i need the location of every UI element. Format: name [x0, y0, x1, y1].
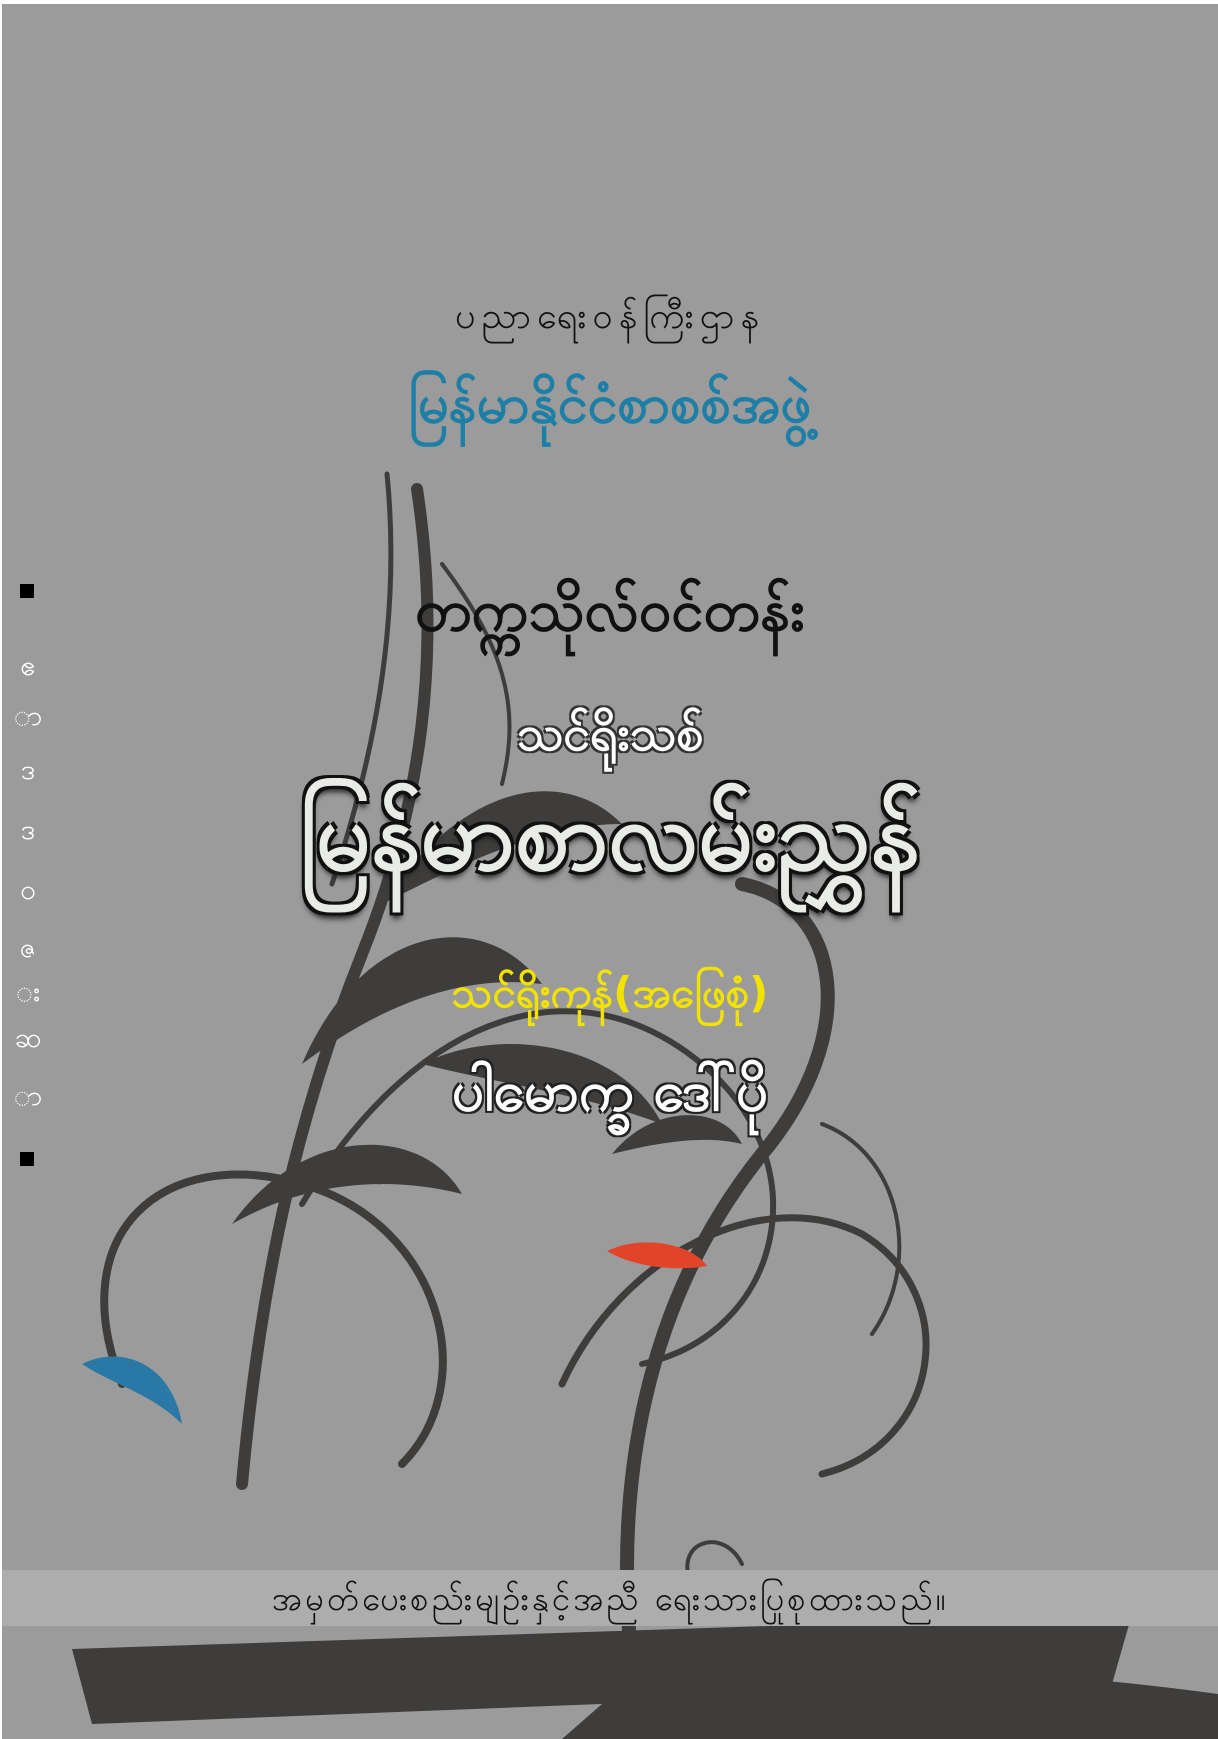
- spine-letter: ာ: [13, 1079, 43, 1112]
- spine-letter: ဆ: [14, 1021, 42, 1054]
- new-syllabus-label: သင်ရိုးသစ်: [516, 706, 704, 762]
- spine-letter: ဧ: [20, 649, 36, 682]
- book-cover: [2, 4, 1218, 1739]
- level-heading: တက္ကသိုလ်ဝင်တန်း: [415, 576, 805, 644]
- book-title: မြန်မာစာလမ်းညွှန်: [299, 780, 921, 892]
- spine-marker-top: [20, 584, 34, 598]
- spine-letter: ဒ: [20, 753, 36, 786]
- spine-letter: ာ: [13, 699, 43, 732]
- edition-subtitle: သင်ရိုးကုန်(အဖြေစုံ): [451, 968, 769, 1017]
- spine-letter: ဒ: [20, 813, 36, 846]
- spine-letter: း: [15, 975, 41, 1008]
- spine-marker-bottom: [20, 1152, 34, 1166]
- ministry-name: ပညာရေးဝန်ကြီးဌာန: [454, 296, 766, 337]
- spine-letter: ဇ: [19, 931, 37, 964]
- examination-board-name: မြန်မာနိုင်ငံစာစစ်အဖွဲ့: [408, 372, 812, 435]
- notice-text: အမှတ်ပေးစည်းမျဉ်းနှင့်အညီ ရေးသားပြုစုထားသည်။: [271, 1579, 949, 1618]
- spine-letter: ဝ: [20, 873, 36, 906]
- author-name: ပါမောက္ခ ဒေါ်ပို: [452, 1059, 768, 1124]
